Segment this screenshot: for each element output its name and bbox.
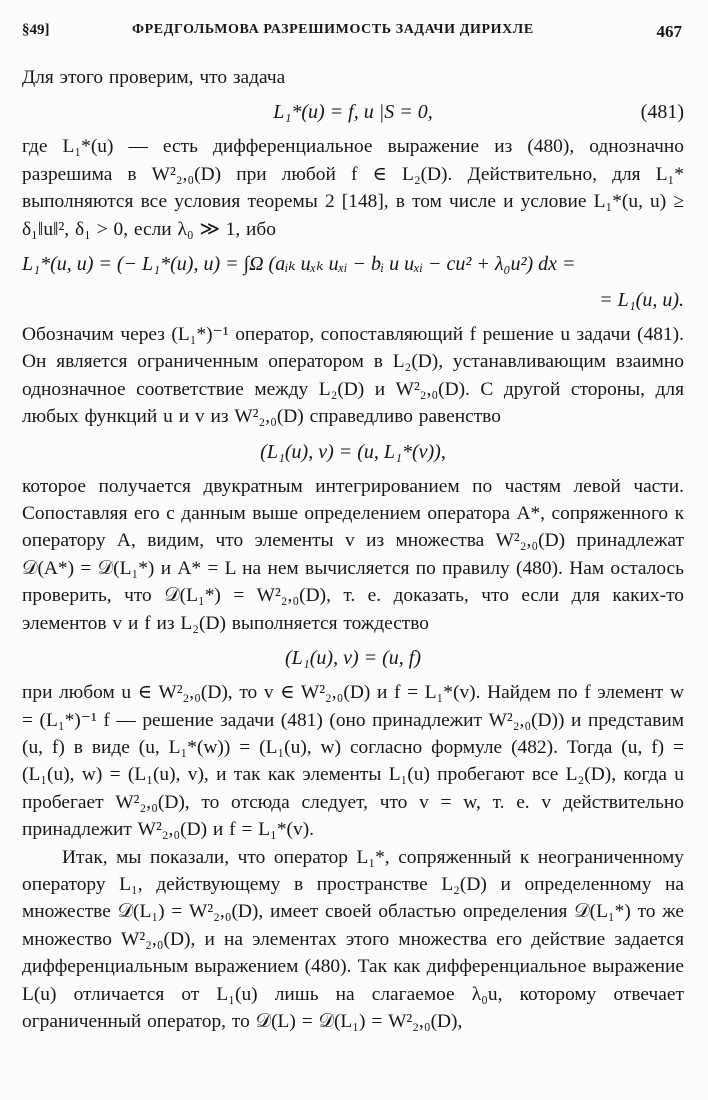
running-header [22,22,682,46]
running-title: ФРЕДГОЛЬМОВА РАЗРЕШИМОСТЬ ЗАДАЧИ ДИРИХЛЕ [132,22,534,37]
paragraph-3: которое получается двукратным интегрированием по частям левой части. Сопоставляя его с данным выше определением оператора A*, сопряженного к оператору A, видим, что элементы v из множества W²₂,₀(D) принадлежат 𝒟(A*) = 𝒟(L₁*) и A* = L на нем вычисляется по правилу (480). Нам осталось проверить, что 𝒟(L₁*) = W²₂,₀(D), т. е. доказать, что если для каких-то элементов v и f из L₂(D) выполняется тождество [22,475,684,634]
paragraph-2: Обозначим через (L₁*)⁻¹ оператор, сопоставляющий f решение u задачи (481). Он является ограниченным оператором в L₂(D), устанавливающим взаимно однозначное соответствие между L₂(D) и W²₂,₀(D). С другой стороны, для любых функций u и v из W²₂,₀(D) справедливо равенство [22,324,684,428]
section-number: §49] [22,22,50,38]
equation-weak-identity: (L₁(u), v) = (u, f) [285,647,421,670]
page-body [22,64,684,1035]
equation-481-body: L₁*(u) = f, u |S = 0, [273,101,433,124]
equation-481-tag: (481) [640,101,684,124]
paragraph-5: Итак, мы показали, что оператор L₁*, сопряженный к неограниченному оператору L₁, действующему в пространстве L₂(D) и определенному на множестве 𝒟(L₁) = W²₂,₀(D), имеет своей областью определения 𝒟(L₁*) то же множество W²₂,₀(D), и на элементах этого множества его действие задается дифференциальным выражением (480). Так как дифференциальное выражение L(u) отличается от L₁(u) лишь на слагаемое λ₀u, которому отвечает ограниченный оператор, то 𝒟(L) = 𝒟(L₁) = W²₂,₀(D), [22,846,684,1032]
equation-481 [22,97,684,127]
intro-text: Для этого проверим, что задача [22,67,286,88]
paragraph-1: где L₁*(u) — есть дифференциальное выражение из (480), однозначно разрешима в W²₂,₀(D) при любой f ∈ L₂(D). Действительно, для L₁* выполняются все условия теоремы 2 [148], в том числе и условие L₁*(u, u) ≥ δ₁‖u‖², δ₁ > 0, если λ₀ ≫ 1, ибо [22,136,684,240]
page-number: 467 [656,22,682,41]
equation-adjoint-identity: (L₁(u), v) = (u, L₁*(v)), [260,440,446,463]
equation-integral-line2: = L₁(u, u). [599,289,684,312]
equation-integral-line1: L₁*(u, u) = (− L₁*(u), u) = ∫Ω (aᵢₖ uₓₖ uₓᵢ − bᵢ u uₓᵢ − cu² + λ₀u²) dx = [22,253,576,276]
paragraph-4: при любом u ∈ W²₂,₀(D), то v ∈ W²₂,₀(D) и f = L₁*(v). Найдем по f элемент w = (L₁*)⁻¹ f — решение задачи (481) (оно принадлежит W²₂,₀(D)) и представим (u, f) в виде (u, L₁*(w)) = (L₁(u), w) согласно формуле (482). Тогда (u, f) = (L₁(u), w) = (L₁(u), v), и так как элементы L₁(u) пробегают все L₂(D), когда u пробегает W²₂,₀(D), то отсюда следует, что v = w, т. е. v действительно принадлежит W²₂,₀(D) и f = L₁*(v). [22,682,684,841]
